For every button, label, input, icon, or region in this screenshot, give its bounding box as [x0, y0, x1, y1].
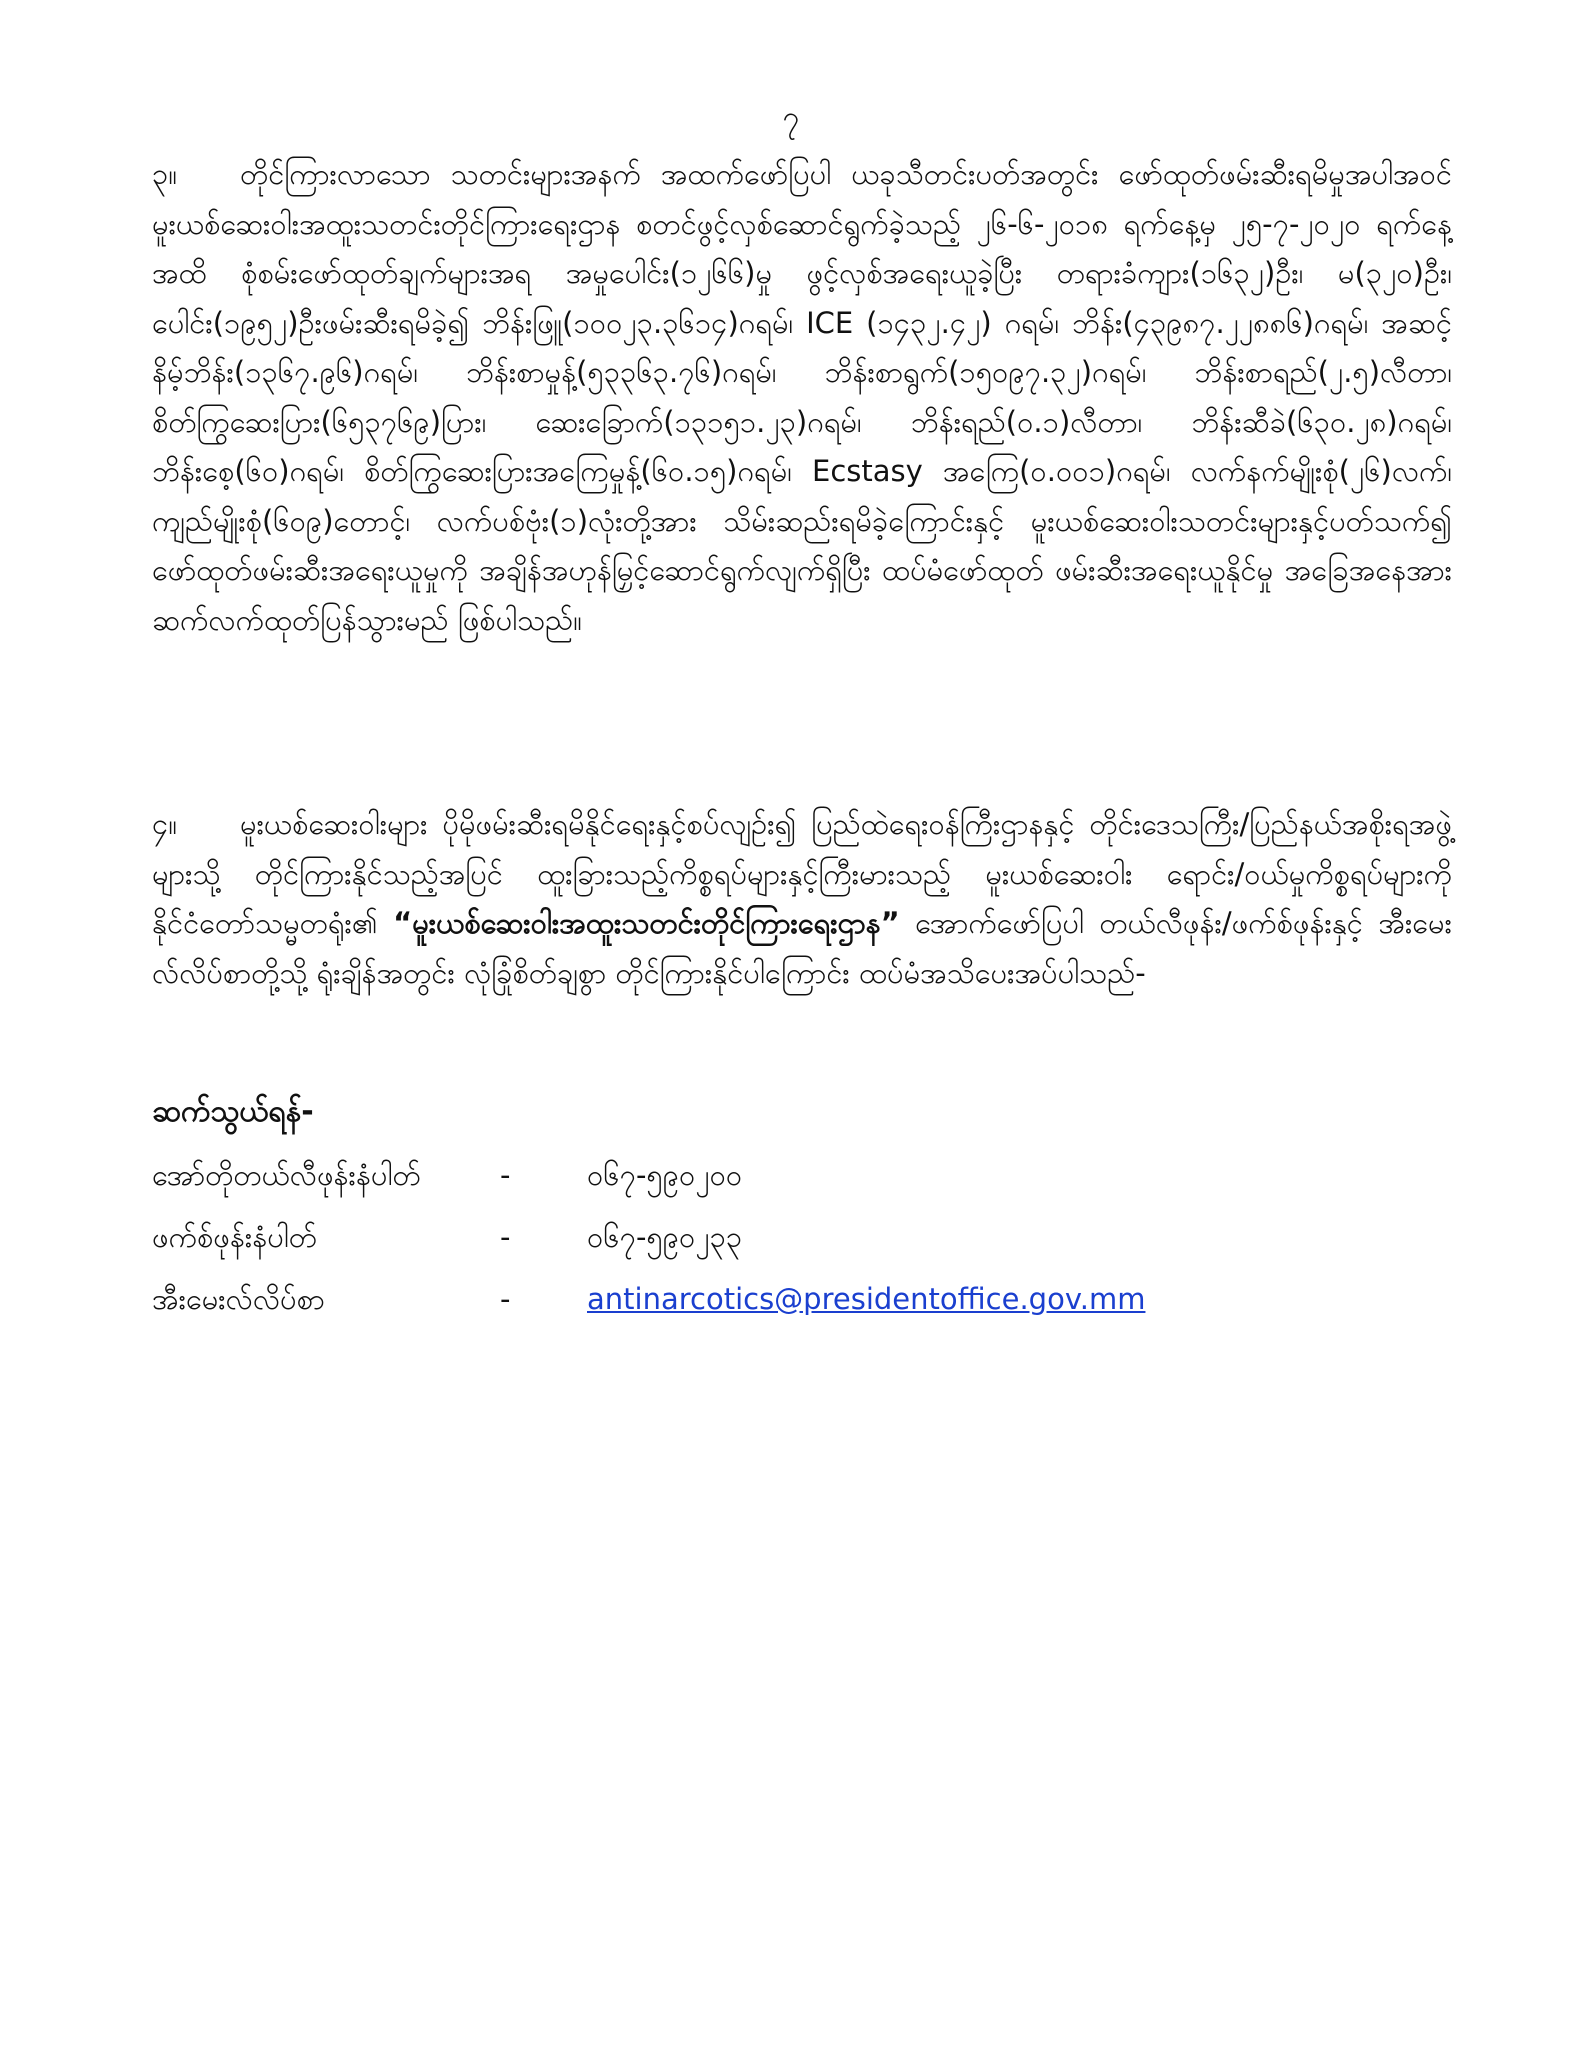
contact-heading: ဆက်သွယ်ရန်- — [152, 1094, 314, 1129]
contact-label-fax: ဖက်စ်ဖုန်းနံပါတ် — [152, 1220, 317, 1254]
contact-label-email: အီးမေးလ်လိပ်စာ — [152, 1282, 325, 1316]
contact-label-telephone: အော်တိုတယ်လီဖုန်းနံပါတ် — [152, 1158, 421, 1192]
paragraph-3-number: ၃။ — [152, 157, 178, 191]
paragraph-3 — [152, 150, 1452, 645]
paragraph-3-text: တိုင်ကြားလာသော သတင်းများအနက် အထက်ဖော်ပြပါ ယခုသီတင်းပတ်အတွင်း ဖော်ထုတ်ဖမ်းဆီးရမိမှုအပါအဝင် မူးယစ်ဆေးဝါးအထူးသတင်းတိုင်ကြားရေးဌာန စတင်ဖွင့်လှစ်ဆောင်ရွက်ခဲ့သည့် ၂၆-၆-၂၀၁၈ ရက်နေ့မှ ၂၅-၇-၂၀၂၀ ရက်နေ့အထိ စုံစမ်းဖော်ထုတ်ချက်များအရ အမှုပေါင်း(၁၂၆၆)မှု ဖွင့်လှစ်အရေးယူခဲ့ပြီး တရားခံကျား(၁၆၃၂)ဦး၊ မ(၃၂၀)ဦး၊ ပေါင်း(၁၉၅၂)ဦးဖမ်းဆီးရမိခဲ့၍ ဘိန်းဖြူ(၁၀၀၂၃.၃၆၁၄)ဂရမ်၊ ICE (၁၄၃၂.၄၂) ဂရမ်၊ ဘိန်း(၄၃၉၈၇.၂၂၈၈၆)ဂရမ်၊ အဆင့်နိမ့်ဘိန်း(၁၃၆၇.၉၆)ဂရမ်၊ ဘိန်းစာမှုန့်(၅၃၃၆၃.၇၆)ဂရမ်၊ ဘိန်းစာရွက်(၁၅၀၉၇.၃၂)ဂရမ်၊ ဘိန်းစာရည်(၂.၅)လီတာ၊ စိတ်ကြွဆေးပြား(၆၅၃၇၆၉)ပြား၊ ဆေးခြောက်(၁၃၁၅၁.၂၃)ဂရမ်၊ ဘိန်းရည်(၀.၁)လီတာ၊ ဘိန်းဆီခဲ(၆၃၀.၂၈)ဂရမ်၊ ဘိန်းစေ့(၆၀)ဂရမ်၊ စိတ်ကြွဆေးပြားအကြေမှုန့်(၆၀.၁၅)ဂရမ်၊ Ecstasy အကြေ(၀.၀၀၁)ဂရမ်၊ လက်နက်မျိုးစုံ(၂၆)လက်၊ ကျည်မျိုးစုံ(၆၀၉)တောင့်၊ လက်ပစ်ဗုံး(၁)လုံးတို့အား သိမ်းဆည်းရမိခဲ့ကြောင်းနှင့် မူးယစ်ဆေးဝါးသတင်းများနှင့်ပတ်သက်၍ ဖော်ထုတ်ဖမ်းဆီးအရေးယူမှုကို အချိန်အဟုန်မြှင့်ဆောင်ရွက်လျက်ရှိပြီး ထပ်မံဖော်ထုတ် ဖမ်းဆီးအရေးယူနိုင်မှု အခြေအနေအား ဆက်လက်ထုတ်ပြန်သွားမည် ဖြစ်ပါသည်။ — [152, 157, 1452, 637]
contact-dash: - — [500, 1220, 511, 1254]
paragraph-4-text-after: အောက်ဖော်ပြပါ တယ်လီဖုန်း/ဖက်စ်ဖုန်းနှင့် အီးမေးလ်လိပ်စာတို့သို့ ရုံးချိန်အတွင်း လုံခြုံစိတ်ချစွာ တိုင်ကြားနိုင်ပါကြောင်း ထပ်မံအသိပေးအပ်ပါသည်- — [152, 906, 1452, 990]
contact-value-telephone: ၀၆၇-၅၉၀၂၀၀ — [587, 1158, 743, 1192]
contact-row-email — [152, 1274, 1452, 1324]
paragraph-4 — [152, 800, 1452, 998]
contact-row-telephone — [152, 1150, 1452, 1200]
contact-dash: - — [500, 1282, 511, 1316]
paragraph-4-number: ၄။ — [152, 807, 178, 841]
paragraph-4-text-before: မူးယစ်ဆေးဝါးများ ပိုမိုဖမ်းဆီးရမိနိုင်ရေးနှင့်စပ်လျဉ်း၍ ပြည်ထဲရေးဝန်ကြီးဌာနနှင့် တိုင်းဒေသကြီး/ပြည်နယ်အစိုးရအဖွဲ့များသို့ တိုင်ကြားနိုင်သည့်အပြင် ထူးခြားသည့်ကိစ္စရပ်များနှင့်ကြီးမားသည့် မူးယစ်ဆေးဝါး ရောင်း/ဝယ်မှုကိစ္စရပ်များကို နိုင်ငံတော်သမ္မတရုံး၏ — [152, 807, 1452, 940]
contact-value-fax: ၀၆၇-၅၉၀၂၃၃ — [587, 1220, 743, 1254]
contact-row-fax — [152, 1212, 1452, 1262]
email-link[interactable]: antinarcotics@presidentoffice.gov.mm — [587, 1282, 1146, 1316]
page-number: ၇ — [782, 100, 800, 135]
paragraph-4-department-name: “မူးယစ်ဆေးဝါးအထူးသတင်းတိုင်ကြားရေးဌာန” — [393, 906, 900, 940]
contact-dash: - — [500, 1158, 511, 1192]
